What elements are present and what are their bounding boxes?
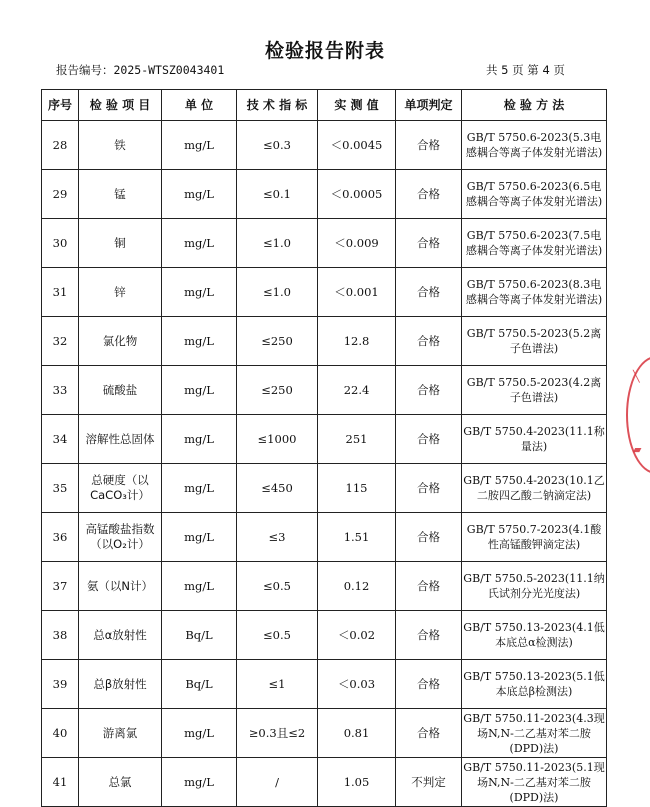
- cell-unit: mg/L: [162, 758, 237, 807]
- cell-item: 总硬度（以CaCO₃计）: [79, 464, 162, 513]
- seal-mark: ╲: [633, 370, 640, 383]
- column-header-no: 序号: [42, 90, 79, 121]
- cell-no: 33: [42, 366, 79, 415]
- cell-no: 30: [42, 219, 79, 268]
- cell-judge: 合格: [396, 268, 462, 317]
- cell-method: GB/T 5750.4-2023(10.1乙二胺四乙酸二钠滴定法): [462, 464, 607, 513]
- cell-item: 锌: [79, 268, 162, 317]
- cell-unit: mg/L: [162, 366, 237, 415]
- table-row: [42, 464, 607, 513]
- cell-method: GB/T 5750.6-2023(7.5电感耦合等离子体发射光谱法): [462, 219, 607, 268]
- cell-method: GB/T 5750.4-2023(11.1称量法): [462, 415, 607, 464]
- cell-item: 铜: [79, 219, 162, 268]
- cell-item: 总α放射性: [79, 611, 162, 660]
- cell-judge: 合格: [396, 317, 462, 366]
- cell-value: ＜0.001: [318, 268, 396, 317]
- column-header-unit: 单 位: [162, 90, 237, 121]
- cell-method: GB/T 5750.13-2023(5.1低本底总β检测法): [462, 660, 607, 709]
- cell-limit: ≤250: [237, 317, 318, 366]
- cell-judge: 合格: [396, 219, 462, 268]
- page-title: 检验报告附表: [264, 40, 385, 62]
- cell-value: 12.8: [318, 317, 396, 366]
- cell-value: 0.12: [318, 562, 396, 611]
- cell-limit: ≤1: [237, 660, 318, 709]
- table-row: [42, 317, 607, 366]
- cell-judge: 合格: [396, 121, 462, 170]
- cell-item: 溶解性总固体: [79, 415, 162, 464]
- table-row: [42, 709, 607, 758]
- cell-item: 氨（以N计）: [79, 562, 162, 611]
- table-row: [42, 660, 607, 709]
- cell-value: ＜0.02: [318, 611, 396, 660]
- cell-judge: 合格: [396, 562, 462, 611]
- cell-value: 0.81: [318, 709, 396, 758]
- cell-judge: 不判定: [396, 758, 462, 807]
- cell-limit: ≤250: [237, 366, 318, 415]
- cell-judge: 合格: [396, 170, 462, 219]
- cell-limit: ≤3: [237, 513, 318, 562]
- cell-judge: 合格: [396, 513, 462, 562]
- table-row: [42, 562, 607, 611]
- table-row: [42, 170, 607, 219]
- table-row: [42, 758, 607, 807]
- cell-no: 32: [42, 317, 79, 366]
- cell-method: GB/T 5750.11-2023(5.1现场N,N-二乙基对苯二胺(DPD)法): [462, 758, 607, 807]
- cell-method: GB/T 5750.7-2023(4.1酸性高锰酸钾滴定法): [462, 513, 607, 562]
- cell-value: 251: [318, 415, 396, 464]
- cell-limit: ≤450: [237, 464, 318, 513]
- cell-value: ＜0.03: [318, 660, 396, 709]
- cell-no: 35: [42, 464, 79, 513]
- table-row: [42, 121, 607, 170]
- cell-unit: mg/L: [162, 464, 237, 513]
- seal-mark: ▰: [633, 443, 642, 456]
- cell-method: GB/T 5750.11-2023(4.3现场N,N-二乙基对苯二胺(DPD)法): [462, 709, 607, 758]
- cell-no: 29: [42, 170, 79, 219]
- cell-value: 1.05: [318, 758, 396, 807]
- cell-value: 1.51: [318, 513, 396, 562]
- column-header-judge: 单项判定: [396, 90, 462, 121]
- cell-limit: /: [237, 758, 318, 807]
- cell-no: 37: [42, 562, 79, 611]
- cell-unit: mg/L: [162, 562, 237, 611]
- column-header-method: 检 验 方 法: [462, 90, 607, 121]
- cell-limit: ≤0.5: [237, 611, 318, 660]
- cell-method: GB/T 5750.6-2023(5.3电感耦合等离子体发射光谱法): [462, 121, 607, 170]
- report-number: 报告编号：2025-WTSZ0043401: [56, 63, 225, 77]
- table-row: [42, 513, 607, 562]
- cell-limit: ≤0.3: [237, 121, 318, 170]
- cell-limit: ≤1.0: [237, 268, 318, 317]
- cell-unit: mg/L: [162, 170, 237, 219]
- column-header-item: 检 验 项 目: [79, 90, 162, 121]
- cell-value: ＜0.0045: [318, 121, 396, 170]
- cell-judge: 合格: [396, 415, 462, 464]
- cell-unit: mg/L: [162, 317, 237, 366]
- cell-no: 40: [42, 709, 79, 758]
- cell-method: GB/T 5750.5-2023(4.2离子色谱法): [462, 366, 607, 415]
- cell-no: 31: [42, 268, 79, 317]
- cell-judge: 合格: [396, 709, 462, 758]
- cell-no: 38: [42, 611, 79, 660]
- cell-method: GB/T 5750.5-2023(11.1纳氏试剂分光光度法): [462, 562, 607, 611]
- cell-value: 22.4: [318, 366, 396, 415]
- cell-judge: 合格: [396, 660, 462, 709]
- cell-item: 铁: [79, 121, 162, 170]
- cell-unit: mg/L: [162, 268, 237, 317]
- cell-no: 28: [42, 121, 79, 170]
- cell-no: 36: [42, 513, 79, 562]
- cell-unit: mg/L: [162, 513, 237, 562]
- cell-judge: 合格: [396, 366, 462, 415]
- cell-unit: mg/L: [162, 219, 237, 268]
- cell-item: 高锰酸盐指数（以O₂计）: [79, 513, 162, 562]
- cell-item: 硫酸盐: [79, 366, 162, 415]
- cell-limit: ≤1.0: [237, 219, 318, 268]
- page-info: 共 5 页 第 4 页: [486, 63, 565, 77]
- table-row: [42, 219, 607, 268]
- cell-value: ＜0.0005: [318, 170, 396, 219]
- cell-value: ＜0.009: [318, 219, 396, 268]
- table-row: [42, 611, 607, 660]
- cell-item: 游离氯: [79, 709, 162, 758]
- table-row: [42, 415, 607, 464]
- cell-method: GB/T 5750.13-2023(4.1低本底总α检测法): [462, 611, 607, 660]
- table-row: [42, 268, 607, 317]
- inspection-table: [41, 89, 607, 807]
- table-header-row: [42, 90, 607, 121]
- cell-value: 115: [318, 464, 396, 513]
- cell-limit: ≥0.3且≤2: [237, 709, 318, 758]
- cell-judge: 合格: [396, 464, 462, 513]
- cell-no: 34: [42, 415, 79, 464]
- cell-unit: Bq/L: [162, 660, 237, 709]
- cell-unit: mg/L: [162, 709, 237, 758]
- table-row: [42, 366, 607, 415]
- cell-no: 39: [42, 660, 79, 709]
- cell-limit: ≤1000: [237, 415, 318, 464]
- cell-method: GB/T 5750.5-2023(5.2离子色谱法): [462, 317, 607, 366]
- cell-item: 总氯: [79, 758, 162, 807]
- cell-unit: mg/L: [162, 121, 237, 170]
- cell-unit: Bq/L: [162, 611, 237, 660]
- cell-item: 氯化物: [79, 317, 162, 366]
- column-header-value: 实 测 值: [318, 90, 396, 121]
- cell-item: 总β放射性: [79, 660, 162, 709]
- cell-method: GB/T 5750.6-2023(8.3电感耦合等离子体发射光谱法): [462, 268, 607, 317]
- cell-judge: 合格: [396, 611, 462, 660]
- cell-method: GB/T 5750.6-2023(6.5电感耦合等离子体发射光谱法): [462, 170, 607, 219]
- cell-no: 41: [42, 758, 79, 807]
- column-header-limit: 技 术 指 标: [237, 90, 318, 121]
- cell-item: 锰: [79, 170, 162, 219]
- cell-limit: ≤0.5: [237, 562, 318, 611]
- cell-limit: ≤0.1: [237, 170, 318, 219]
- cell-unit: mg/L: [162, 415, 237, 464]
